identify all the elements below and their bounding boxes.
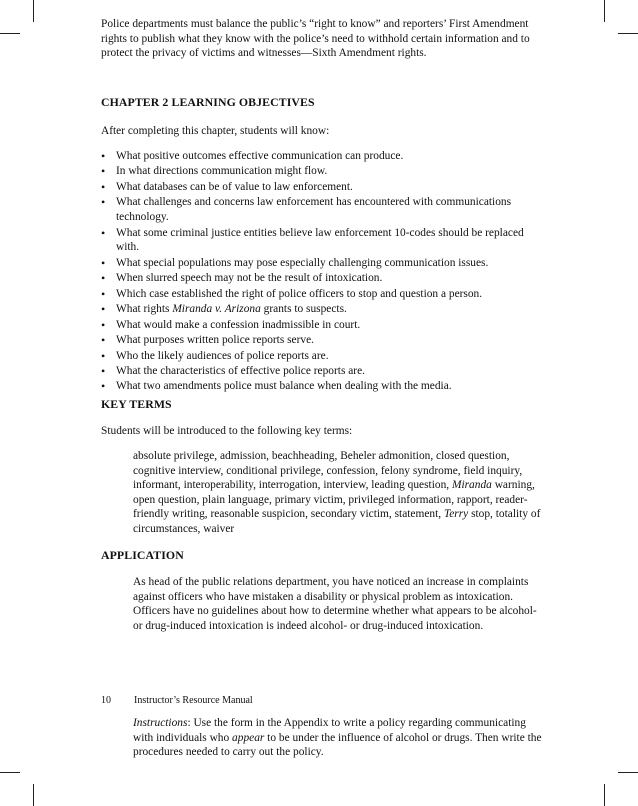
crop-mark-bottom-left-vertical [33, 784, 34, 806]
key-terms-intro: Students will be introduced to the following key terms: [101, 425, 353, 437]
bullet-icon: • [101, 164, 106, 179]
instructions-paragraph [133, 716, 543, 760]
instructions-label: Instructions [133, 717, 188, 729]
bullet-icon: • [101, 333, 106, 348]
list-item [101, 287, 541, 302]
objective-text: What the characteristics of effective police reports are. [116, 365, 365, 377]
objective-text: In what directions communication might flow. [116, 165, 328, 178]
objective-text-prefix: What rights [116, 303, 173, 316]
objective-text: What databases can be of value to law enforcement. [116, 180, 353, 193]
objective-text: Who the likely audiences of police reports are. [116, 349, 329, 362]
crop-mark-top-right-horizontal [618, 33, 638, 34]
instructions-appear: appear [232, 731, 265, 744]
crop-mark-bottom-right-horizontal [618, 772, 638, 773]
list-item [101, 271, 541, 286]
list-item [101, 195, 541, 224]
list-item [101, 349, 541, 364]
objective-text: What some criminal justice entities believe law enforcement 10-codes should be replaced with. [116, 226, 524, 254]
objective-text: What two amendments police must balance when dealing with the media. [116, 380, 452, 393]
key-terms-list [133, 449, 543, 537]
list-item [101, 379, 541, 394]
key-terms-part3: stop, totality of circumstances, waiver [133, 508, 541, 535]
objective-text: What special populations may pose especially challenging communication issues. [116, 256, 489, 269]
list-item [101, 180, 541, 195]
objective-text: What would make a confession inadmissible in court. [116, 318, 361, 331]
case-name: Miranda v. Arizona [172, 303, 261, 316]
list-item [101, 364, 541, 379]
crop-mark-top-right-vertical [604, 0, 605, 22]
key-terms-part1: absolute privilege, admission, beachheading, Beheler admonition, closed question, cognitive interview, conditional privilege, confession, felony syndrome, field inquiry, informant, interoperability, interrogation, interview, leading question, [133, 450, 523, 492]
bullet-icon: • [101, 195, 106, 210]
crop-mark-top-left-horizontal [0, 33, 20, 34]
application-paragraph: As head of the public relations department, you have noticed an increase in complaints against officers who have mistaken a disability or physical problem as intoxication. Officers have no guidelines about how to determine whether what appears to be alcohol- or drug-induced intoxication is indeed alcohol- or drug-induced intoxication. [133, 576, 537, 632]
objective-text: What purposes written police reports serve. [116, 334, 315, 347]
objectives-intro: After completing this chapter, students will know: [101, 125, 330, 137]
bullet-icon: • [101, 348, 106, 363]
bullet-icon: • [101, 286, 106, 301]
key-terms-part2: warning, open question, plain language, primary victim, privileged information, rapport, reader-friendly writing, reasonable suspicion, secondary victim, statement, [133, 479, 535, 521]
crop-mark-bottom-right-vertical [604, 784, 605, 806]
list-item [101, 256, 541, 271]
intro-paragraph: Police departments must balance the public’s “right to know” and reporters’ First Amendment rights to publish what they know with the police’s need to withhold certain information and to protect the privacy of victims and witnesses—Sixth Amendment rights. [101, 18, 530, 60]
bullet-icon: • [101, 255, 106, 270]
key-term-miranda: Miranda [451, 479, 492, 492]
page-number: 10 [101, 695, 111, 706]
objective-text: When slurred speech may not be the result of intoxication. [116, 272, 383, 285]
application-heading: APPLICATION [101, 548, 184, 562]
list-item [101, 318, 541, 333]
list-item [101, 333, 541, 348]
list-item [101, 149, 541, 164]
bullet-icon: • [101, 364, 106, 378]
bullet-icon: • [101, 149, 106, 163]
objective-text: Which case established the right of police officers to stop and question a person. [116, 287, 483, 300]
instructions-part2: to be under the influence of alcohol or drugs. Then write the procedures needed to carry out the policy. [133, 731, 542, 759]
objectives-list [101, 149, 541, 395]
list-item [101, 164, 541, 179]
key-term-terry: Terry [443, 508, 469, 521]
instructions-part1: : Use the form in the Appendix to write a policy regarding communicating with individuals who [133, 717, 526, 744]
crop-mark-top-left-vertical [33, 0, 34, 22]
bullet-icon: • [101, 179, 106, 194]
bullet-icon: • [101, 379, 106, 394]
bullet-icon: • [101, 317, 106, 332]
objective-text: What challenges and concerns law enforcement has encountered with communications technology. [116, 196, 512, 224]
bullet-icon: • [101, 302, 106, 317]
list-item [101, 302, 541, 317]
running-footer-title: Instructor’s Resource Manual [134, 695, 253, 706]
objective-text-suffix: grants to suspects. [260, 303, 347, 316]
crop-mark-bottom-left-horizontal [0, 772, 20, 773]
list-item [101, 226, 541, 255]
key-terms-heading: KEY TERMS [101, 397, 172, 411]
objective-text: What positive outcomes effective communication can produce. [116, 150, 404, 162]
bullet-icon: • [101, 225, 106, 240]
bullet-icon: • [101, 271, 106, 286]
objectives-heading: CHAPTER 2 LEARNING OBJECTIVES [101, 95, 315, 109]
